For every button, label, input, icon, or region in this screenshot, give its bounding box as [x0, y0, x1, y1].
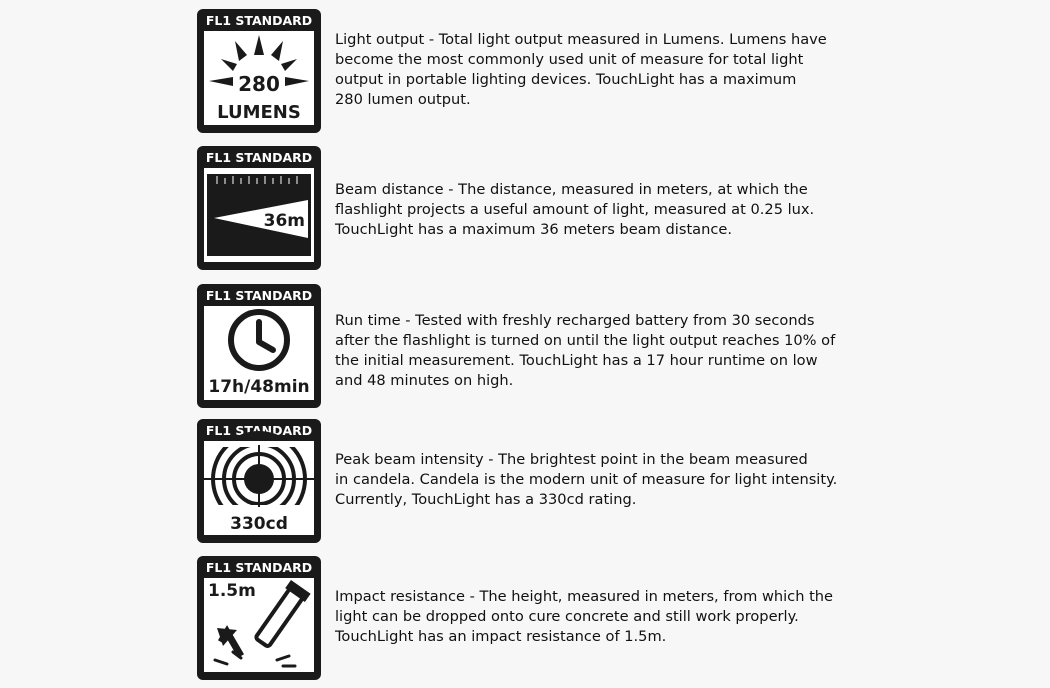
- impact-value: 1.5m: [208, 581, 256, 601]
- beam-distance-description: Beam distance - The distance, measured in meters, at which the flashlight projects a useful amount of light, measured at 0.25 lux. TouchLight has a maximum 36 meters beam distance.: [335, 181, 815, 238]
- badge-header: FL1 STANDARD: [205, 560, 313, 575]
- impact-icon: [197, 556, 321, 680]
- beam-distance-value: 36m: [263, 211, 305, 231]
- badge-header: FL1 STANDARD: [205, 13, 313, 28]
- run-time-value: 17h/48min: [208, 377, 310, 397]
- lumens-icon: [197, 9, 321, 133]
- spec-row-impact-resistance: [197, 556, 857, 680]
- peak-beam-value: 330cd: [230, 514, 288, 534]
- badge-header: FL1 STANDARD: [205, 423, 313, 438]
- lumens-unit: LUMENS: [217, 102, 301, 123]
- lumens-badge: [197, 9, 321, 133]
- light-output-description: Light output - Total light output measured in Lumens. Lumens have become the most commonly used unit of measure for total light output in portable lighting devices. TouchLight has a maximum 280 lumen output.: [335, 31, 827, 108]
- spec-row-run-time: [197, 284, 857, 408]
- run-time-description: Run time - Tested with freshly recharged battery from 30 seconds after the flashlight is turned on until the light output reaches 10% of the initial measurement. TouchLight has a 17 hour runtime on low and 48 minutes on high.: [335, 312, 836, 389]
- impact-resistance-description: Impact resistance - The height, measured in meters, from which the light can be dropped onto cure concrete and still work properly. TouchLight has an impact resistance of 1.5m.: [335, 588, 834, 645]
- spec-row-beam-distance: [197, 146, 857, 270]
- clock-icon: [197, 284, 321, 408]
- run-time-badge: [197, 284, 321, 408]
- lumens-value: 280: [238, 72, 280, 96]
- impact-badge: [197, 556, 321, 680]
- badge-header: FL1 STANDARD: [205, 150, 313, 165]
- peak-beam-description: Peak beam intensity - The brightest point in the beam measured in candela. Candela is the modern unit of measure for light intensity. Currently, TouchLight has a 330cd rating.: [335, 451, 838, 508]
- peak-beam-badge: [197, 419, 321, 543]
- beam-distance-badge: [197, 146, 321, 270]
- beam-distance-icon: [197, 146, 321, 270]
- spec-row-light-output: [197, 9, 857, 133]
- badge-header: FL1 STANDARD: [205, 288, 313, 303]
- spec-row-peak-beam-intensity: [197, 419, 857, 543]
- target-icon: [197, 419, 321, 543]
